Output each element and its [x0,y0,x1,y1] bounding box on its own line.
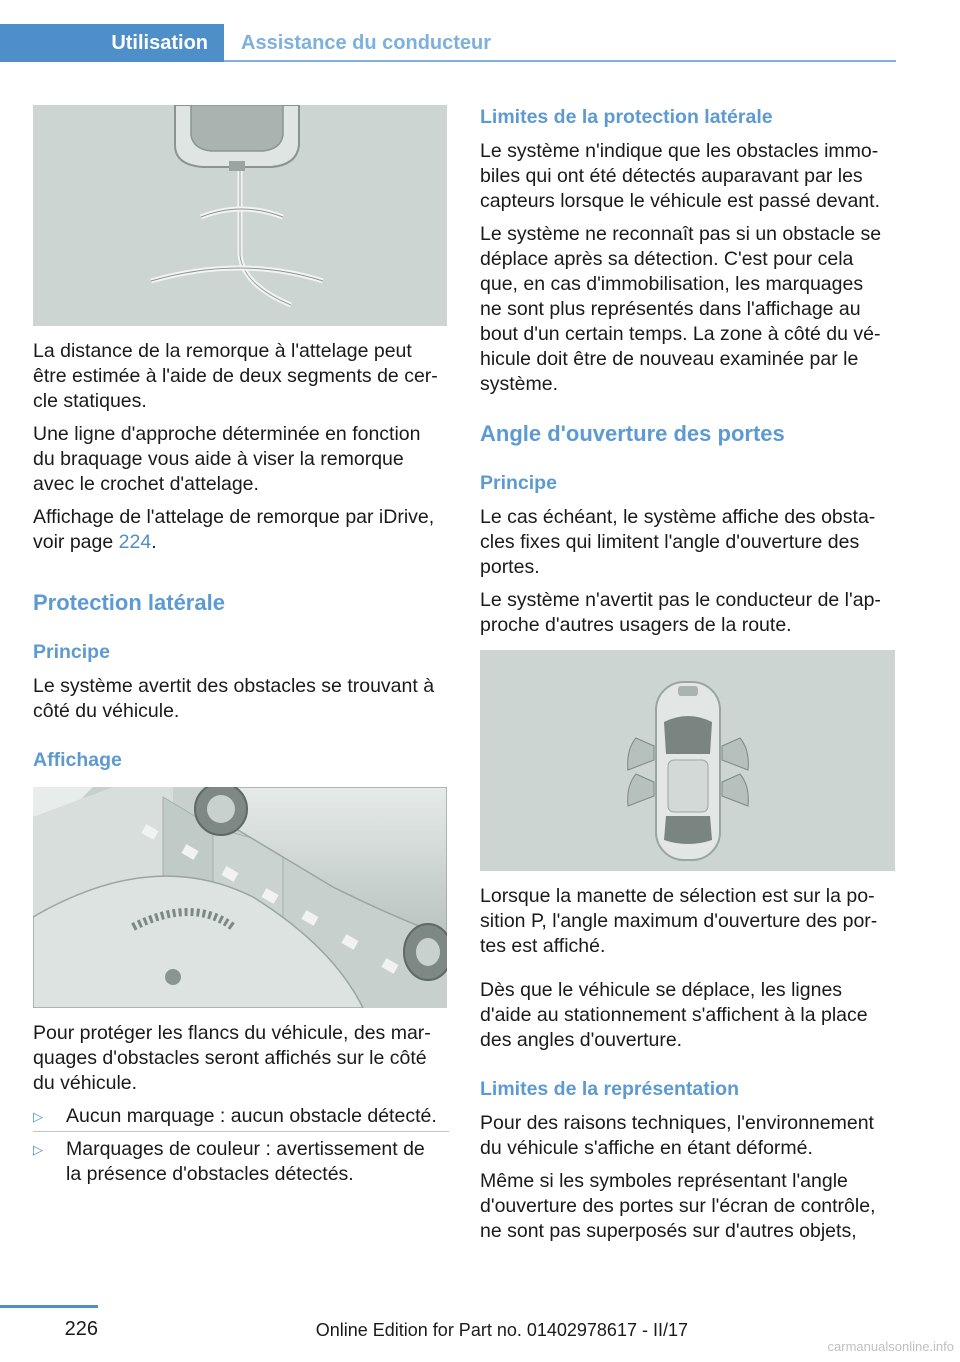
watermark: carmanualsonline.info [827,1339,954,1354]
caption-trailer-l1: La distance de la remorque à l'attelage peut [33,340,412,362]
para-techniques-l2: du véhicule s'affiche en étant déformé. [480,1137,813,1159]
caption-trailer-l2: être estimée à l'aide de deux segments de cer- [33,365,438,387]
para-position-p-l1: Lorsque la manette de sélection est sur la po- [480,885,875,907]
heading-limites-protection: Limites de la protection latérale [480,106,773,128]
page-number: 226 [64,1318,98,1340]
header-section-label: Utilisation [111,32,208,54]
list-item: ▷ Aucun marquage : aucun obstacle détecté. [33,1105,437,1127]
heading-affichage: Affichage [33,749,122,771]
para-limites-l1: Le système n'indique que les obstacles immo- [480,140,879,162]
para-angle-l3: portes. [480,556,540,578]
para-principe-l1: Le système avertit des obstacles se trouvant à [33,675,435,697]
para-usagers-l1: Le système n'avertit pas le conducteur de l'ap- [480,589,881,611]
header-section-tab[interactable] [0,24,224,62]
para-deplace-l5: bout d'un certain temps. La zone à côté du vé- [480,323,881,345]
para-limites-l2: biles qui ont été détectés auparavant par les [480,165,863,187]
para-principe-l2: côté du véhicule. [33,700,180,722]
para-approach-l3: avec le crochet d'attelage. [33,473,259,495]
figure-trailer-hitch-view [33,105,447,326]
heading-angle-ouverture: Angle d'ouverture des portes [480,421,785,446]
para-usagers-l2: proche d'autres usagers de la route. [480,614,792,636]
list-divider [33,1131,449,1132]
para-techniques-l1: Pour des raisons techniques, l'environnement [480,1112,874,1134]
para-position-p-l2: sition P, l'angle maximum d'ouverture des por- [480,910,878,932]
bullet-triangle-icon: ▷ [33,1109,43,1124]
para-flancs-l2: quages d'obstacles seront affichés sur le côté [33,1047,427,1069]
para-deplace-l3: que, en cas d'immobilisation, les marquages [480,273,864,295]
footer-rule [0,1305,98,1308]
caption-trailer-l3: cle statiques. [33,390,147,412]
para-angle-l2: cles fixes qui limitent l'angle d'ouverture des [480,531,860,553]
para-deplace-vehicule-l3: des angles d'ouverture. [480,1029,683,1051]
para-deplace-vehicule-l1: Dès que le véhicule se déplace, les lignes [480,979,843,1001]
para-deplace-l7: système. [480,373,559,395]
para-flancs-l3: du véhicule. [33,1072,138,1094]
bullet-triangle-icon: ▷ [33,1142,43,1157]
list-item: ▷ Marquages de couleur : avertissement de la présence d'obstacles détectés. [33,1138,425,1185]
para-limites-l3: capteurs lorsque le véhicule est passé devant. [480,190,880,212]
para-idrive-l2: voir page 224. [33,531,157,553]
page-link-224[interactable]: 224 [118,531,152,553]
heading-principe-right: Principe [480,472,557,494]
para-deplace-l1: Le système ne reconnaît pas si un obstacle se [480,223,882,245]
para-idrive-l1: Affichage de l'attelage de remorque par iDrive, [33,506,435,528]
para-approach-l2: du braquage vous aide à viser la remorque [33,448,404,470]
figure-side-protection-view [33,787,447,1008]
para-deplace-vehicule-l2: d'aide au stationnement s'affichent à la place [480,1004,868,1026]
para-position-p-l3: tes est affiché. [480,935,606,957]
para-deplace-l6: hicule doit être de nouveau examinée par le [480,348,859,370]
footer-edition: Online Edition for Part no. 01402978617 - II/17 [315,1320,688,1340]
para-symboles-l3: ne sont pas superposés sur d'autres objets, [480,1220,857,1242]
heading-principe-left: Principe [33,641,110,663]
para-deplace-l2: déplace après sa détection. C'est pour cela [480,248,854,270]
figure-door-angle-view [480,650,895,871]
para-approach-l1: Une ligne d'approche déterminée en fonction [33,423,421,445]
para-deplace-l4: ne sont plus représentés dans l'affichage au [480,298,861,320]
header-chapter-title: Assistance du conducteur [241,32,492,54]
heading-limites-representation: Limites de la représentation [480,1078,739,1100]
para-symboles-l2: d'ouverture des portes sur l'écran de contrôle, [480,1195,876,1217]
heading-protection-laterale: Protection latérale [33,590,225,615]
para-symboles-l1: Même si les symboles représentant l'angle [480,1170,848,1192]
para-flancs-l1: Pour protéger les flancs du véhicule, des mar- [33,1022,431,1044]
header-rule [224,60,896,62]
para-angle-l1: Le cas échéant, le système affiche des obsta- [480,506,876,528]
